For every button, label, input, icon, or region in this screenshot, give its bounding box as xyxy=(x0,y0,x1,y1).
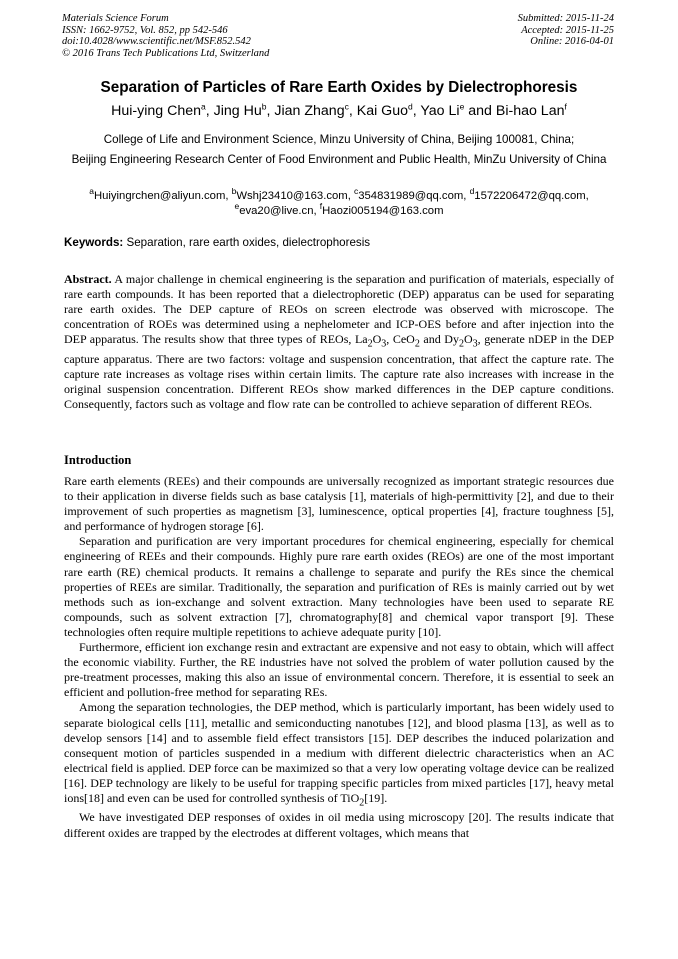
paragraph-text: Among the separation technologies, the DEP method, which is particularly important, has been widely used to separate biological cells [11], metallic and semiconducting nanotubes [12], and blood plasma [13], as well as to develop sensors [14] and to assemble field effect transistors [15]. DEP describes the induced polarization and consequent motion of particles suspended in a medium with different dielectric characteristics when an AC electrical field is applied. DEP force can be maximized so that a very low operating voltage device can be realized [16]. DEP technology are likely to be useful for trapping specific particles from mixed particles [17], heavy metal ions[18] and even can be used for controlled synthesis of TiO xyxy=(64,700,614,805)
subscript: 3 xyxy=(381,338,387,350)
author-name: Jing Hu xyxy=(213,103,262,119)
submitted-date: Submitted: 2015-11-24 xyxy=(517,13,614,24)
author-separator: , xyxy=(205,103,214,119)
paragraph: Rare earth elements (REEs) and their compounds are universally recognized as important strategic resources due to their application in diverse fields such as base catalysis [1], materials of high-permittivity [2], and due to their improvement of such properties as magnetism [3], luminescence, optical properties [4], fracture toughness [5], and performance of hydrogen storage [6]. xyxy=(64,474,614,534)
author-separator: , xyxy=(412,103,421,119)
email-mark: d xyxy=(469,186,475,197)
keywords xyxy=(64,236,614,249)
abstract-text: O xyxy=(463,332,473,347)
abstract-text: A major challenge in chemical engineering is the separation and purification of materials, especially of rare earth compounds. It has been reported that a dielectrophoretic (DEP) apparatus can be used for separating rare earth oxides. The DEP capture of REOs on screen electrode was observed with microscope. The concentration of ROEs was determined using a nephelometer and ICP-OES before and after injection into the DEP apparatus. The results show that three types of REOs, La xyxy=(64,272,614,347)
introduction-body xyxy=(64,474,614,841)
author-separator: , xyxy=(266,103,275,119)
abstract-label: Abstract. xyxy=(64,272,112,286)
email-mark: c xyxy=(353,186,359,197)
author-name: Kai Guo xyxy=(356,103,408,119)
author-affiliation-mark: c xyxy=(344,101,349,112)
author-name: Jian Zhang xyxy=(274,103,345,119)
online-date: Online: 2016-04-01 xyxy=(530,36,614,48)
introduction-heading: Introduction xyxy=(64,453,132,467)
paragraph xyxy=(64,700,614,810)
email-address: 354831989@qq.com, xyxy=(358,190,470,202)
email-address: Haozi005194@163.com xyxy=(322,205,444,217)
paragraph: Furthermore, efficient ion exchange resin and extractant are expensive and not easy to obtain, which will affect the economic viability. Further, the RE industries have not solved the problem of water pollution caused by the pre-treatment processes, making this also an issue of environmental concern. Therefore, it is essential to seek an efficient and pollution-free method for separating REs. xyxy=(64,640,614,700)
subscript: 3 xyxy=(472,338,478,350)
email-mark: a xyxy=(89,186,94,197)
affiliation-1: College of Life and Environment Science, Minzu University of China, Beijing 100081, China; xyxy=(103,133,575,146)
submission-dates xyxy=(518,13,614,48)
author-affiliation-mark: d xyxy=(408,101,413,112)
author-emails xyxy=(55,186,623,219)
keywords-label: Keywords: xyxy=(64,236,124,249)
paragraph: We have investigated DEP responses of oxides in oil media using microscopy [20]. The results indicate that different oxides are trapped by the electrodes at different voltages, which means that xyxy=(64,810,614,840)
author-name: Yao Li xyxy=(420,103,460,119)
subscript: 2 xyxy=(458,338,464,350)
doi-line: doi:10.4028/www.scientific.net/MSF.852.542 xyxy=(62,36,251,48)
abstract-text: , generate nDEP in the DEP capture apparatus. There are two factors: voltage and suspension concentration, that affect the capture rate. The capture rate increases as voltage rises within certain limits. The capture rate also increases with increase in the original suspension concentration. Different REOs show marked differences in the DEP capture conditions. Consequently, factors such as voltage and flow rate can be controlled to achieve separation of different REOs. xyxy=(64,332,614,412)
email-mark: e xyxy=(234,201,240,212)
paragraph: Separation and purification are very important procedures for chemical engineering, especially for chemical engineering of REEs and their compounds. Highly pure rare earth oxides (REOs) are one of the most important rare earth (RE) chemical products. It remains a challenge to separate and purify the REs since the chemical properties of REEs are similar. Traditionally, the separation and purification of REs is mainly carried out by wet methods such as ion-exchange and solvent extraction. Many technologies have been used to separate RE compounds, such as solvent extraction [7], chromatography[8] and chemical vapor transport [9]. These technologies often require multiple repetitions to achieve adequate purity [10]. xyxy=(64,534,614,639)
abstract xyxy=(64,272,614,412)
author-separator: , xyxy=(348,103,357,119)
email-address: eva20@live.cn, xyxy=(239,205,320,217)
email-mark: b xyxy=(231,186,237,197)
subscript: 2 xyxy=(367,338,373,350)
author-affiliation-mark: e xyxy=(459,101,465,112)
author-affiliation-mark: b xyxy=(261,101,267,112)
journal-name: Materials Science Forum xyxy=(62,13,169,24)
issn-line: ISSN: 1662-9752, Vol. 852, pp 542-546 xyxy=(62,24,228,36)
author-name: Hui-ying Chen xyxy=(111,103,202,119)
author-affiliation-mark: f xyxy=(564,101,567,112)
paragraph-text: [19]. xyxy=(364,790,388,805)
email-address: 1572206472@qq.com, xyxy=(474,190,589,202)
paper-title: Separation of Particles of Rare Earth Oxides by Dielectrophoresis xyxy=(100,79,578,96)
affiliation-2: Beijing Engineering Research Center of Food Environment and Public Health, MinZu University of China xyxy=(71,153,607,166)
author-affiliation-mark: a xyxy=(201,101,206,112)
author-list xyxy=(0,103,678,119)
journal-info xyxy=(62,13,269,59)
subscript: 2 xyxy=(414,338,420,350)
abstract-text: , CeO xyxy=(386,332,415,347)
keywords-text: Separation, rare earth oxides, dielectrophoresis xyxy=(123,236,371,249)
accepted-date: Accepted: 2015-11-25 xyxy=(521,24,614,36)
abstract-text: O xyxy=(372,332,382,347)
subscript: 2 xyxy=(359,797,365,809)
email-mark: f xyxy=(319,201,323,212)
email-address: Huiyingrchen@aliyun.com, xyxy=(93,190,232,202)
copyright-line: © 2016 Trans Tech Publications Ltd, Switzerland xyxy=(62,47,270,59)
email-address: Wshj23410@163.com, xyxy=(236,190,354,202)
author-separator: and xyxy=(464,103,496,119)
abstract-text: and Dy xyxy=(419,332,459,347)
author-name: Bi-hao Lan xyxy=(495,103,565,119)
